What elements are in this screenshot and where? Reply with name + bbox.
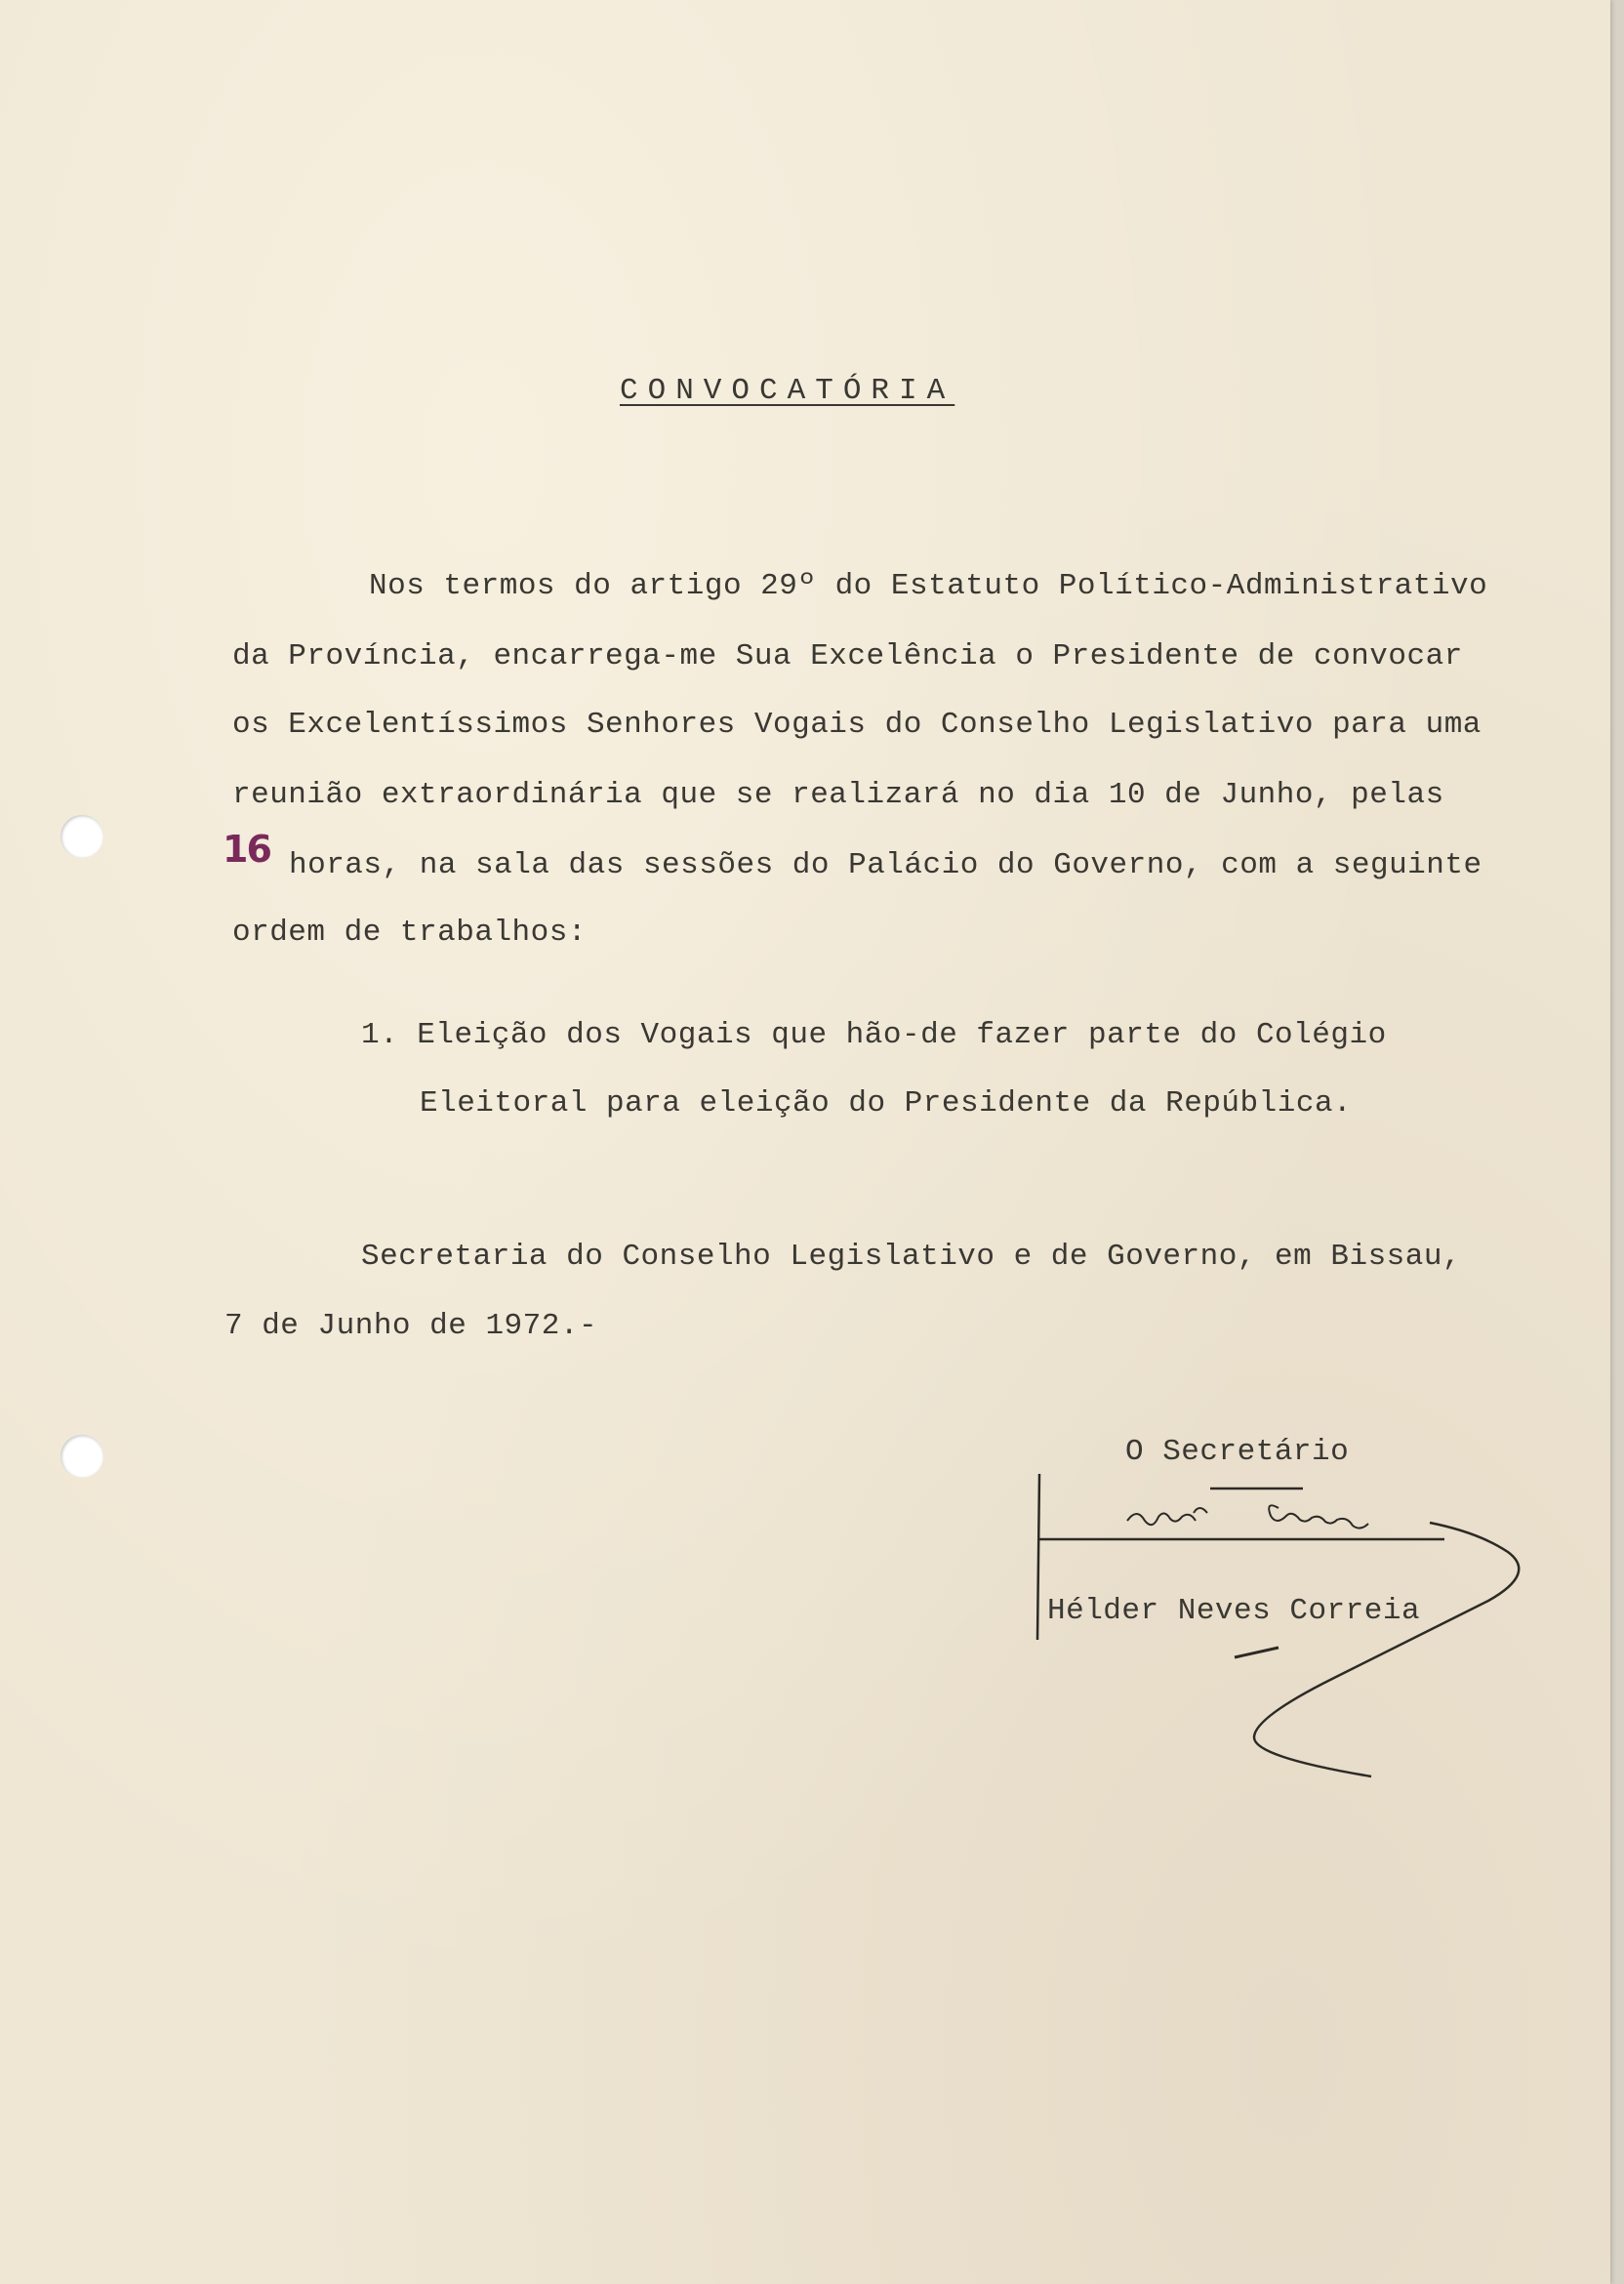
agenda-item-1-cont: Eleitoral para eleição do Presidente da República. — [420, 1086, 1353, 1121]
punch-hole — [61, 1435, 103, 1478]
handwritten-hour: 16 — [223, 828, 270, 871]
closing-line-1: Secretaria do Conselho Legislativo e de Governo, em Bissau, — [361, 1240, 1462, 1274]
agenda-item-1: 1. Eleição dos Vogais que hão-de fazer parte do Colégio — [361, 1018, 1387, 1052]
body-line-6: ordem de trabalhos: — [232, 916, 587, 950]
body-line-4: reunião extraordinária que se realizará no dia 10 de Junho, pelas — [232, 778, 1444, 812]
document-title: CONVOCATÓRIA — [620, 374, 955, 408]
signatory-name: Hélder Neves Correia — [1047, 1594, 1421, 1628]
closing-line-2: 7 de Junho de 1972.- — [224, 1309, 598, 1343]
body-line-2: da Província, encarrega-me Sua Excelência o Presidente de convocar — [232, 639, 1463, 673]
body-line-5: horas, na sala das sessões do Palácio do Governo, com a seguinte — [289, 848, 1482, 882]
punch-hole — [61, 815, 103, 858]
body-line-1: Nos termos do artigo 29º do Estatuto Político-Administrativo — [369, 569, 1488, 603]
signatory-role: O Secretário — [1125, 1435, 1350, 1469]
body-line-3: os Excelentíssimos Senhores Vogais do Conselho Legislativo para uma — [232, 708, 1482, 742]
